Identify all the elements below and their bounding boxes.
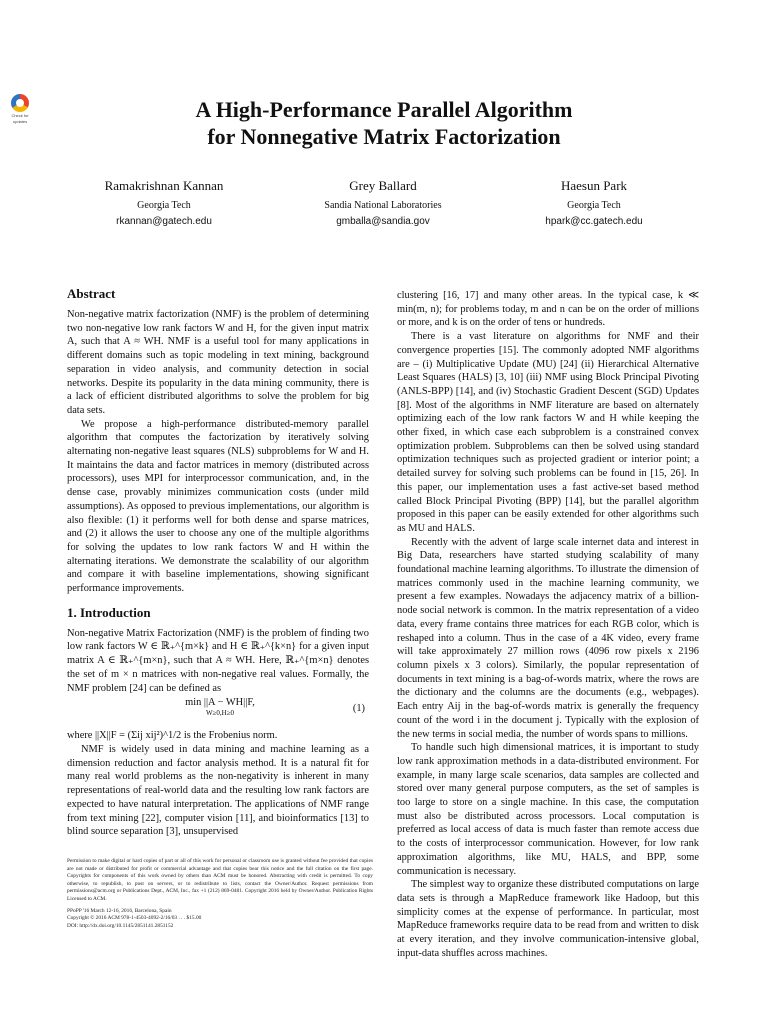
introduction-heading: 1. Introduction bbox=[67, 604, 151, 620]
right-paragraph-2: There is a vast literature on algorithms for NMF and their convergence properties [15]. The commonly adopted NMF algorithms are – (i) Multiplicative Update (MU) [24] (ii) Hierarchical Alternative Least Squares (HALS) [3, 10] (iii) NMF using Block Principal Pivoting (ANLS-BPP) [14], and (iv) Stochastic Gradient Descent (SGD) Updates [8]. Most of the algorithms in NMF literature are based on alternately optimizing each of the low rank factors W and H while keeping the other fixed, in which case each subproblem is a constrained convex optimization problem. Subproblems can then be solved using standard optimization techniques such as projected gradient or interior point; a detailed survey for solving such problems can be found in [15, 26]. In this paper, our implementation uses a fast active-set based method called Block Principal Pivoting (BPP) [14], but the parallel algorithm proposed in this paper can be easily extended for other algorithms such as MU and HALS. bbox=[397, 331, 699, 534]
badge-line2: updates bbox=[12, 119, 28, 124]
equation-number: (1) bbox=[352, 703, 365, 715]
abstract-heading: Abstract bbox=[67, 286, 116, 301]
author-affiliation: Sandia National Laboratories bbox=[324, 200, 442, 211]
abstract-paragraph-2: We propose a high-performance distributed-memory parallel algorithm that computes the factorization by iteratively solving alternating non-negative least squares (NLS) subproblems for W and H. It maintains the data and factor matrices in memory (distributed across processors), uses MPI for interprocessor communication, and, in the dense case, provably minimizes communication costs (under mild assumptions). As opposed to previous implementations, our algorithm is also flexible: (1) it performs well for both dense and sparse matrices, and (2) it allows the user to choose any one of the multiple algorithms for solving the updates to low rank factors W and H within the alternating iterations. We demonstrate the scalability of our algorithm and compare it with baseline implementations, showing significant performance improvements. bbox=[67, 418, 369, 595]
copyright-line: Copyright © 2016 ACM 978-1-4503-4092-2/16/03 . . . $15.00 bbox=[67, 915, 202, 922]
title-line-1: A High-Performance Parallel Algorithm bbox=[195, 97, 573, 122]
author-block-2 bbox=[283, 177, 483, 230]
author-name: Haesun Park bbox=[560, 178, 628, 193]
author-email[interactable]: hpark@cc.gatech.edu bbox=[545, 216, 643, 227]
venue-line: PPoPP '16 March 12-16, 2016, Barcelona, Spain bbox=[67, 907, 172, 914]
left-column bbox=[67, 286, 369, 839]
equation-main: min ||A − WH||F, bbox=[185, 697, 255, 709]
author-affiliation: Georgia Tech bbox=[137, 200, 191, 211]
intro-paragraph-2: NMF is widely used in data mining and machine learning as a dimension reduction and factor analysis method. It is a natural fit for many real world problems as the non-negativity is inherent in many representations of real-world data and the resulting low rank factors are expected to have natural interpretation. The applications of NMF range from text mining [22], computer vision [11], and bioinformatics [13] to blind source separation [3], unsupervised bbox=[67, 743, 369, 838]
author-block-1 bbox=[64, 177, 264, 230]
author-name: Ramakrishnan Kannan bbox=[104, 178, 224, 193]
abstract-paragraph-1: Non-negative matrix factorization (NMF) is the problem of determining two non-negative low rank factors W and H, for the given input matrix A, such that A ≈ WH. NMF is a useful tool for many applications in different domains such as topic modeling in text mining, background separation in video analysis, and community detection in social networks. Despite its popularity in the data mining community, there is a lack of efficient distributed algorithms to solve the problem for big data sets. bbox=[67, 309, 369, 416]
permission-text: Permission to make digital or hard copies of part or all of this work for personal or classroom use is granted without fee provided that copies are not made or distributed for profit or commercial advantage and that copies bear this notice and the full citation on the first page. Copyrights for components of this work owned by others than ACM must be honored. Abstracting with credit is permitted. To copy otherwise, to republish, to post on servers, or to redistribute to lists, contact the Owner/Author. Request permissions from permissions@acm.org or Publications Dept., ACM, Inc., fax +1 (212) 869-0481. Copyright 2016 held by Owner/Author. Publication Rights Licensed to ACM. bbox=[67, 858, 373, 902]
author-affiliation: Georgia Tech bbox=[567, 200, 621, 211]
equation-subscript: W≥0,H≥0 bbox=[205, 709, 235, 718]
title-line-2: for Nonnegative Matrix Factorization bbox=[207, 124, 561, 149]
right-paragraph-5: The simplest way to organize these distributed computations on large data sets is through a MapReduce framework like Hadoop, but this simplicity comes at the expense of performance. In particular, most MapReduce frameworks require data to be read from and written to disk at every iteration, and they involve communication-intensive global, input-data shuffles across machines. bbox=[397, 879, 699, 959]
check-for-updates-icon bbox=[11, 94, 29, 112]
right-paragraph-3: Recently with the advent of large scale internet data and interest in Big Data, researchers have started studying scalability of many foundational machine learning algorithms. To illustrate the dimension of matrices commonly used in the machine learning community, we present a few examples. Nowadays the adjacency matrix of a billion-node social network is common. In the matrix representation of a video data, every frame contains three matrices for each RGB color, which is reshaped into a column. Thus in the case of a 4K video, every frame will take approximately 27 million rows (4096 row pixels x 2196 column pixels x 3 colors). Similarly, the popular representation of documents in text mining is a bag-of-words matrix, where the rows are the dictionary and the columns are the documents (e.g., webpages). Each entry Aij in the bag-of-words matrix is generally the frequency count of the word i in the document j. Typically with the explosion of the new terms in social media, the number of words spans to millions. bbox=[397, 536, 699, 740]
equation-1 bbox=[67, 697, 369, 727]
check-for-updates-badge[interactable] bbox=[8, 94, 32, 126]
right-column bbox=[397, 289, 699, 960]
author-email[interactable]: rkannan@gatech.edu bbox=[116, 216, 212, 227]
right-paragraph-4: To handle such high dimensional matrices, it is important to study low rank approximation methods in a data-distributed environment. For example, in many large scale scenarios, data samples are collected and stored over many general purpose computers, as the set of samples is too large to store on a single machine. In this case, the computation must also be distributed across processors. Local computation is preferred as local access of data is much faster than remote access due to the costs of interprocessor communication. However, for low rank approximation algorithms, like MU, HALS, and BPP, some communication is necessary. bbox=[397, 742, 699, 877]
author-name: Grey Ballard bbox=[349, 178, 417, 193]
paper-title bbox=[60, 96, 708, 150]
author-email[interactable]: gmballa@sandia.gov bbox=[336, 216, 430, 227]
intro-paragraph-1: Non-negative Matrix Factorization (NMF) is the problem of finding two low rank factors W ∈ ℝ₊^{m×k} and H ∈ ℝ₊^{k×n} for a given input matrix A ∈ ℝ₊^{m×n}, such that A ≈ WH. Here, ℝ₊^{m×n} denotes the set of m × n matrices with non-negative real values. Formally, the NMF problem [24] can be defined as bbox=[67, 627, 369, 694]
frobenius-norm-line: where ||X||F = (Σij xij²)^1/2 is the Frobenius norm. bbox=[67, 730, 278, 742]
doi-line[interactable]: DOI: http://dx.doi.org/10.1145/2851141.2851152 bbox=[67, 922, 174, 929]
author-block-3 bbox=[494, 177, 694, 230]
permission-footnote bbox=[67, 858, 373, 930]
badge-line1: Check for bbox=[11, 113, 29, 118]
right-paragraph-1: clustering [16, 17] and many other areas. In the typical case, k ≪ min(m, n); for problems today, m and n can be on the order of millions or more, and k is on the order of tens or hundreds. bbox=[397, 290, 699, 329]
